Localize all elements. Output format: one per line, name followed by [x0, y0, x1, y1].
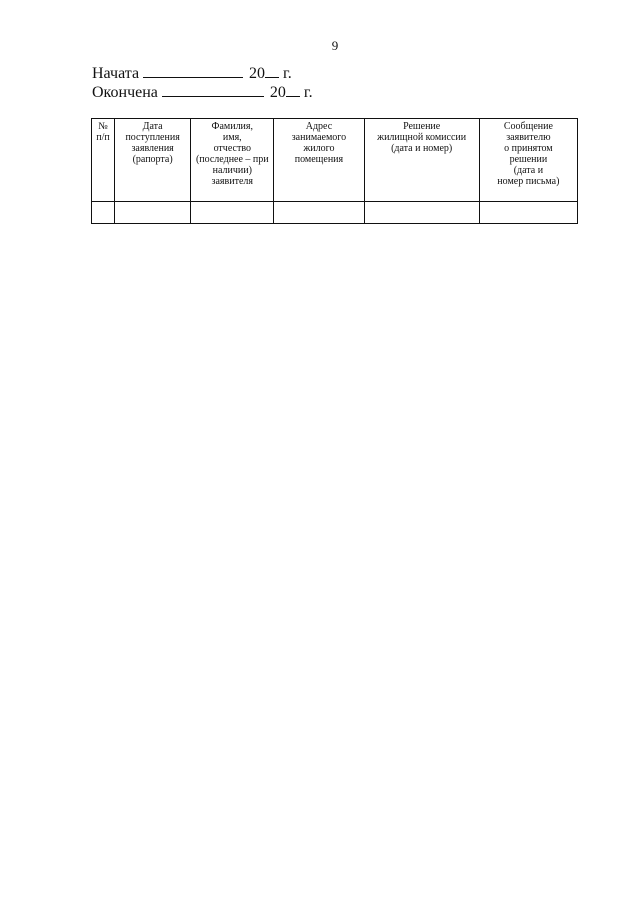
end-year-suffix: г. — [303, 84, 313, 101]
journal-dates — [92, 64, 313, 102]
end-year-blank — [286, 84, 300, 97]
table-cell — [115, 202, 191, 224]
start-date-label: Начата — [92, 65, 140, 82]
end-date-line — [92, 83, 313, 102]
end-year-prefix: 20 — [269, 84, 286, 101]
header-number: № п/п — [92, 119, 115, 202]
header-notification: Сообщение заявителю о принятом решении (дата и номер письма) — [479, 119, 577, 202]
start-date-blank — [143, 65, 243, 78]
header-commission-decision: Решение жилищной комиссии (дата и номер) — [364, 119, 479, 202]
table-row — [92, 202, 578, 224]
table-cell — [92, 202, 115, 224]
start-year-prefix: 20 — [249, 65, 266, 82]
table-cell — [191, 202, 274, 224]
table-header-row — [92, 119, 578, 202]
header-residence-address: Адрес занимаемого жилого помещения — [274, 119, 364, 202]
end-date-blank — [162, 84, 264, 97]
table-cell — [364, 202, 479, 224]
header-applicant-name: Фамилия, имя, отчество (последнее – при наличии) заявителя — [191, 119, 274, 202]
start-date-line — [92, 64, 313, 83]
table-cell — [274, 202, 364, 224]
end-date-label: Окончена — [92, 84, 158, 101]
registration-journal-table — [91, 118, 578, 224]
start-year-suffix: г. — [283, 65, 292, 82]
start-year-blank — [265, 65, 279, 78]
page-number: 9 — [331, 38, 339, 53]
header-application-date: Дата поступления заявления (рапорта) — [115, 119, 191, 202]
table-cell — [479, 202, 577, 224]
